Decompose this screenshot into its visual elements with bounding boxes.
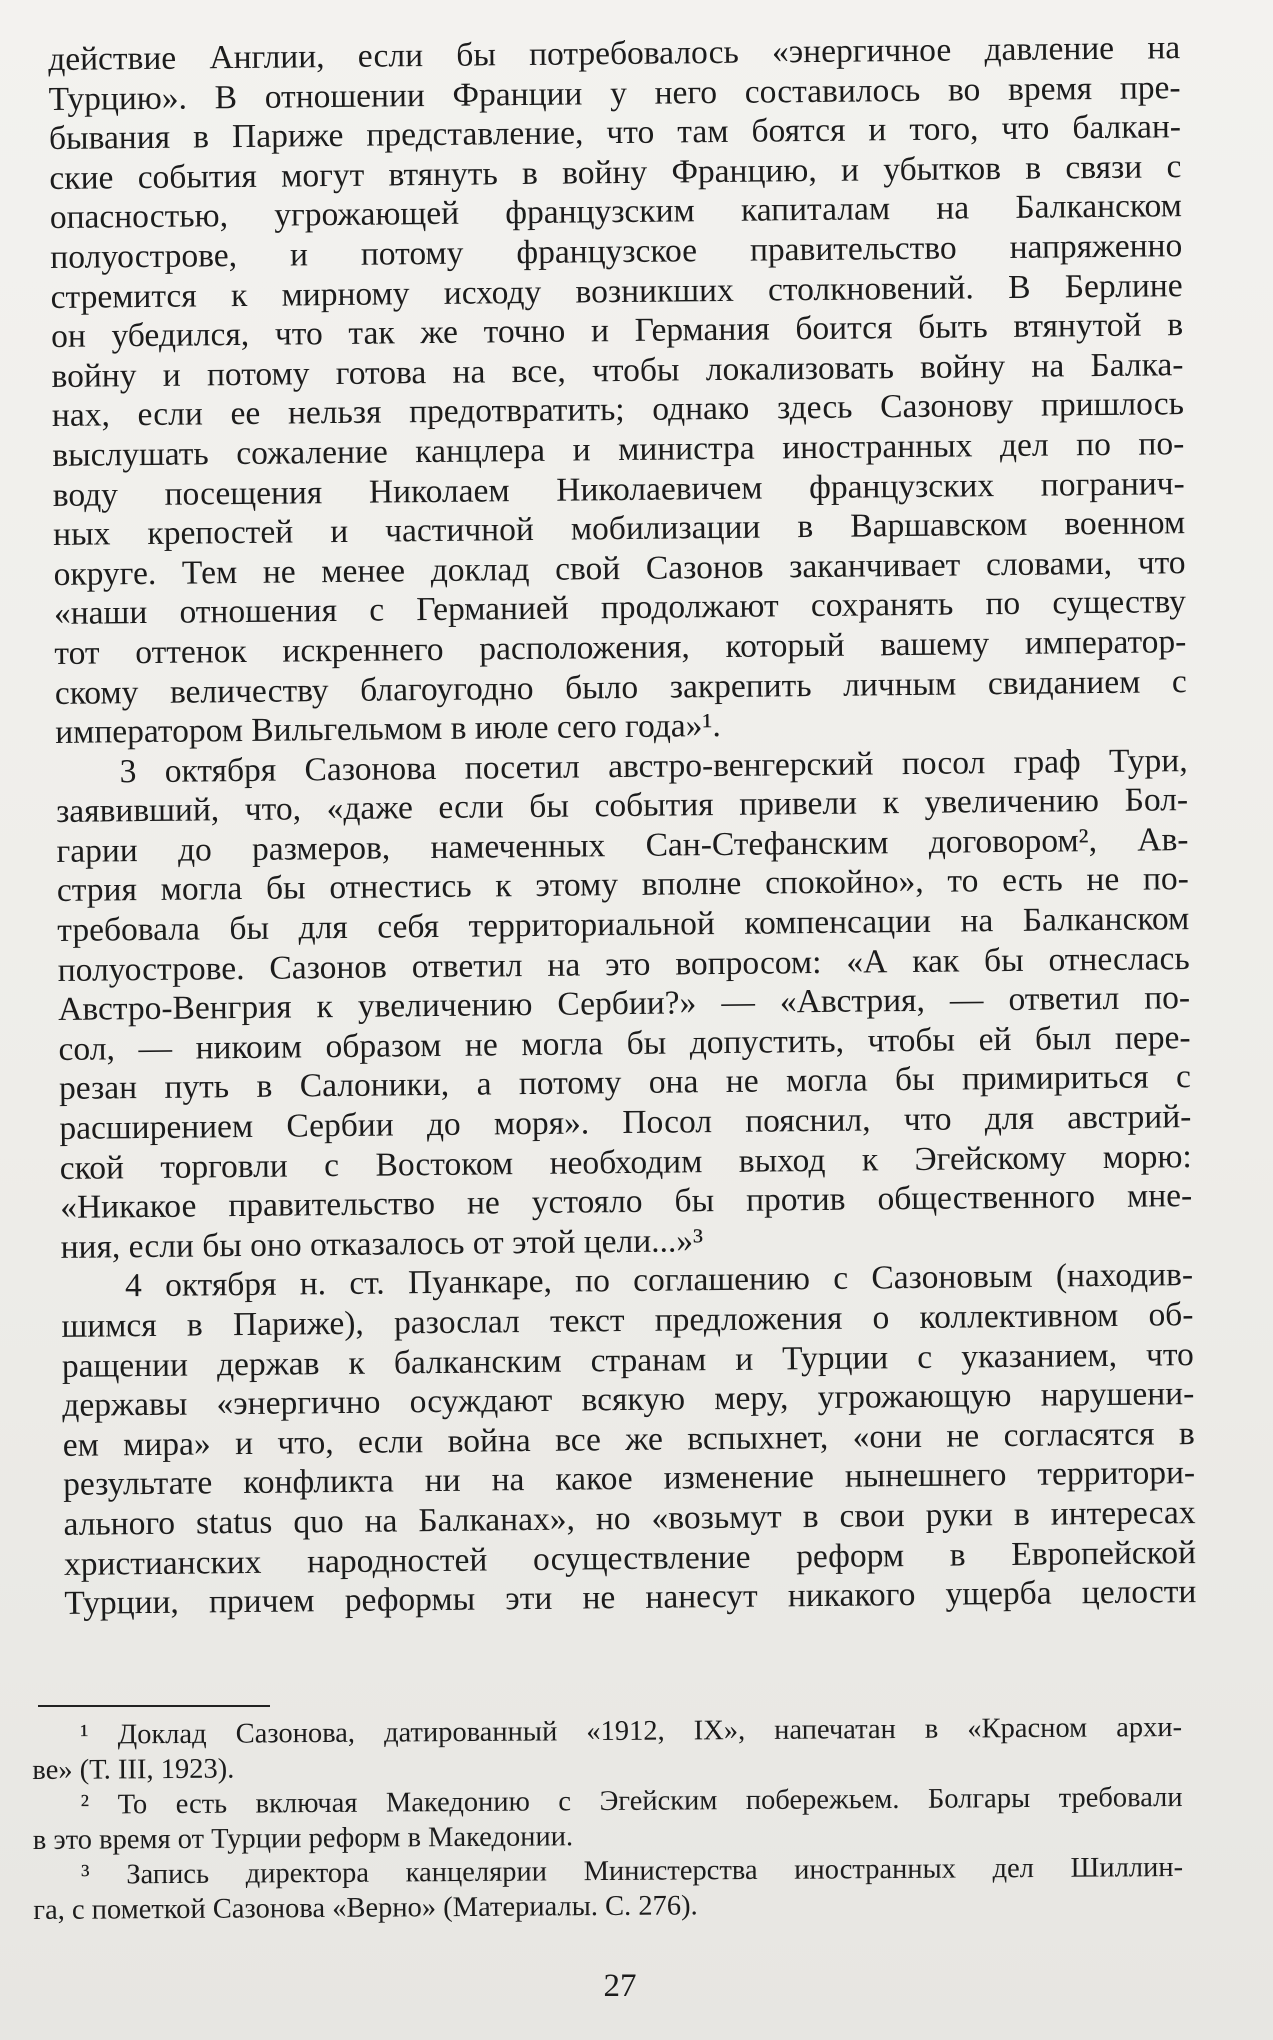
- text-line: расширением Сербии до моря». Посол пояснил, что для австрий-: [59, 1098, 1192, 1147]
- text-line: «Никакое правительство не устояло бы против общественного мне-: [60, 1177, 1193, 1227]
- text-line: христианских народностей осуществление реформ в Европейской: [63, 1533, 1197, 1583]
- footnote-2: ² То есть включая Македонию с Эгейским побережьем. Болгары требовали: [80, 1781, 1183, 1821]
- text-line: результате конфликта ни на какое изменение нынешнего территори-: [62, 1454, 1196, 1504]
- text-line: бывания в Париже представление, что там боятся и того, что балкан-: [48, 108, 1182, 158]
- text-line: сол, — никоим образом не могла бы допустить, чтобы ей был пере-: [58, 1018, 1191, 1068]
- text-line: полуострове, и потому французское правительство напряженно: [50, 227, 1183, 276]
- text-line: стрия могла бы отнестись к этому вполне спокойно», то есть не по-: [56, 860, 1190, 910]
- text-line: стремится к мирному исходу возникших столкновений. В Берлине: [50, 266, 1183, 316]
- text-line: шимся в Париже), разослал текст предложения о коллективном об-: [61, 1296, 1194, 1345]
- text-line: гарии до размеров, намеченных Сан-Стефанским договором², Ав-: [56, 820, 1189, 870]
- footnotes: [32, 1710, 1183, 1928]
- paragraph-start: 3 октября Сазонова посетил австро-венгерский посол граф Тури,: [119, 741, 1188, 790]
- main-text: [48, 28, 1197, 1624]
- text-line: ных крепостей и частичной мобилизации в Варшавском военном: [52, 504, 1186, 554]
- text-line: Турции, причем реформы эти не нанесут никакого ущерба целости: [64, 1573, 1197, 1623]
- footnote-2-cont: в это время от Турции реформ в Македонии.: [32, 1821, 574, 1856]
- text-line: резан путь в Салоники, а потому она не могла бы примириться с: [58, 1058, 1192, 1108]
- footnote-1: ¹ Доклад Сазонова, датированный «1912, IX», напечатан в «Красном архи-: [80, 1711, 1183, 1751]
- text-line: нах, если ее нельзя предотвратить; однако здесь Сазонову пришлось: [51, 385, 1185, 435]
- text-line: державы «энергично осуждают всякую меру, угрожающую нарушени-: [62, 1375, 1195, 1425]
- text-line: ем мира» и что, если война все же вспыхнет, «они не согласятся в: [62, 1414, 1195, 1464]
- text-line: ния, если бы оно отказалось от этой цели...»³: [60, 1222, 704, 1266]
- text-line: ращении держав к балканским странам и Турции с указанием, что: [61, 1335, 1195, 1385]
- page-number: 27: [603, 1968, 637, 2004]
- footnote-3: ³ Запись директора канцелярии Министерства иностранных дел Шиллин-: [80, 1851, 1184, 1891]
- text-line: скому величеству благоугодно было закрепить личным свиданием с: [54, 662, 1187, 712]
- text-line: он убедился, что так же точно и Германия боится быть втянутой в: [50, 306, 1184, 356]
- text-line: войну и потому готова на все, чтобы локализовать войну на Балка-: [51, 345, 1184, 395]
- text-line: «наши отношения с Германией продолжают сохранять по существу: [53, 583, 1187, 633]
- text-line: заявивший, что, «даже если бы события привели к увеличению Бол-: [55, 781, 1189, 831]
- text-line: требовала бы для себя территориальной компенсации на Балканском: [57, 900, 1190, 950]
- footnote-divider: [38, 1705, 270, 1707]
- text-line: округе. Тем не менее доклад свой Сазонов заканчивает словами, что: [53, 543, 1186, 593]
- text-line: ские события могут втянуть в войну Францию, и убытков в связи с: [49, 147, 1182, 197]
- text-line: тот оттенок искреннего расположения, который вашему император-: [54, 623, 1187, 672]
- text-line: Турцию». В отношении Франции у него составилось во время пре-: [48, 68, 1181, 118]
- text-line: ального status quo на Балканах», но «возьмут в свои руки в интересах: [63, 1494, 1196, 1543]
- text-line: выслушать сожаление канцлера и министра иностранных дел по по-: [52, 425, 1185, 474]
- text-line: полуострове. Сазонов ответил на это вопросом: «А как бы отнеслась: [57, 939, 1190, 989]
- text-line: опасностью, угрожающей французским капиталам на Балканском: [49, 187, 1182, 237]
- text-line: воду посещения Николаем Николаевичем французских погранич-: [52, 464, 1185, 514]
- text-line: действие Англии, если бы потребовалось «энергичное давление на: [48, 29, 1181, 78]
- text-line: ской торговли с Востоком необходим выход к Эгейскому морю:: [59, 1137, 1192, 1187]
- text-line: императором Вильгельмом в июле сего года»¹.: [55, 707, 722, 752]
- paragraph-start: 4 октября н. ст. Пуанкаре, по соглашению с Сазоновым (находив-: [124, 1256, 1194, 1305]
- footnote-3-cont: га, с пометкой Сазонова «Верно» (Материалы. С. 276).: [33, 1890, 698, 1926]
- text-line: Австро-Венгрия к увеличению Сербии?» — «Австрия, — ответил по-: [57, 979, 1191, 1029]
- footnote-1-cont: ве» (Т. III, 1923).: [32, 1753, 235, 1786]
